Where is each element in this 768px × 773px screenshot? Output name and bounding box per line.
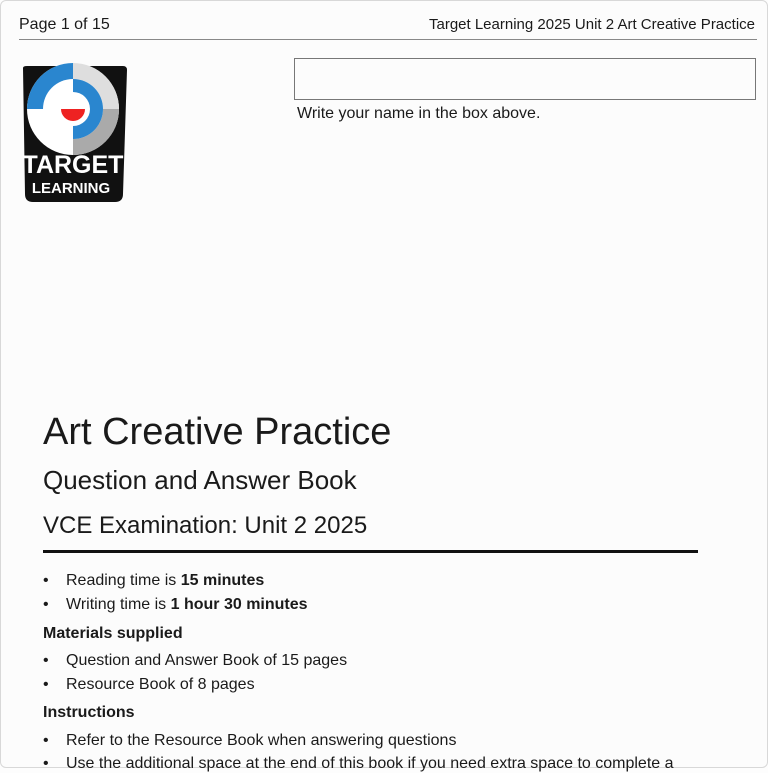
instructions-heading: Instructions bbox=[43, 704, 135, 721]
name-hint: Write your name in the box above. bbox=[297, 105, 541, 122]
cover-title: Art Creative Practice bbox=[43, 411, 392, 453]
list-item: • Question and Answer Book of 15 pages bbox=[43, 652, 348, 669]
target-learning-logo bbox=[19, 56, 129, 206]
materials-heading: Materials supplied bbox=[43, 625, 183, 642]
title-rule bbox=[43, 550, 698, 553]
exam-label: VCE Examination: Unit 2 2025 bbox=[43, 512, 368, 539]
svg-text:LEARNING: LEARNING bbox=[31, 180, 111, 197]
list-item: • Writing time is 1 hour 30 minutes bbox=[43, 596, 308, 613]
name-input-box[interactable] bbox=[294, 58, 756, 100]
cover-subtitle: Question and Answer Book bbox=[43, 465, 357, 495]
running-header: Target Learning 2025 Unit 2 Art Creative Practice bbox=[428, 16, 755, 33]
logo-text: TARGET bbox=[22, 151, 124, 179]
list-item: • Use the additional space at the end of this book if you need extra space to complete a bbox=[43, 755, 674, 772]
list-item: • Resource Book of 8 pages bbox=[43, 676, 255, 693]
page-number: Page 1 of 15 bbox=[19, 16, 110, 33]
list-item: • Reading time is 15 minutes bbox=[43, 572, 265, 589]
list-item: • Refer to the Resource Book when answering questions bbox=[43, 732, 457, 749]
header-divider bbox=[19, 39, 757, 40]
